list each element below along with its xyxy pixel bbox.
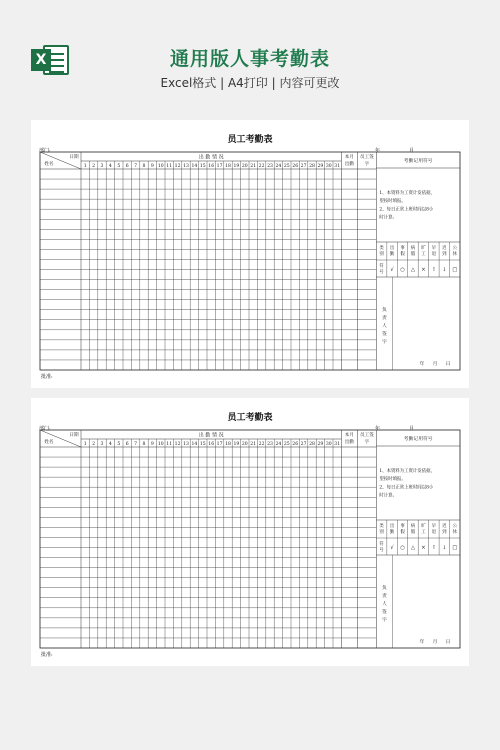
day-number: 9 <box>150 164 154 169</box>
sheet-title: 员工考勤表 <box>227 135 273 145</box>
day-number: 21 <box>250 164 257 169</box>
day-number: 23 <box>267 442 273 447</box>
day-number: 22 <box>258 164 265 169</box>
symbol-type-label: 休 <box>452 530 457 535</box>
symbol-row-label: 符 <box>379 264 384 269</box>
day-number: 7 <box>134 442 138 447</box>
month-label: 月 <box>409 148 415 154</box>
page-header <box>0 0 500 112</box>
year-label: 年 <box>375 148 381 154</box>
supervisor-label: 字 <box>381 340 387 345</box>
day-number: 27 <box>300 164 307 169</box>
supervisor-label: 责 <box>381 594 387 599</box>
symbol-type-label: 工 <box>421 252 426 257</box>
symbol-glyph: △ <box>410 267 415 273</box>
day-number: 28 <box>309 164 315 169</box>
category-row-label: 类 <box>379 246 384 251</box>
year-label: 年 <box>375 426 381 432</box>
supervisor-label: 签 <box>381 332 387 337</box>
supervisor-label: 人 <box>381 602 387 607</box>
day-number: 24 <box>275 164 282 169</box>
day-number: 12 <box>174 442 181 447</box>
signature-label: 字 <box>364 162 370 167</box>
attendance-header: 出 勤 情 况 <box>198 154 224 161</box>
symbol-type-label: 假 <box>400 252 405 257</box>
symbol-type-label: 假 <box>410 530 416 535</box>
symbol-type-label: 勤 <box>389 530 395 535</box>
date-footer: 年 <box>419 362 425 367</box>
symbol-type-label: 勤 <box>389 252 395 257</box>
symbol-type-label: 退 <box>431 530 437 535</box>
day-number: 17 <box>216 442 223 447</box>
day-number: 3 <box>100 442 104 447</box>
symbol-glyph: × <box>421 267 426 273</box>
symbol-glyph: ↓ <box>442 267 447 273</box>
sheet-title: 员工考勤表 <box>227 413 273 423</box>
symbol-type-label: 到 <box>442 252 447 257</box>
legend-note: 望按时填报。 <box>379 199 406 205</box>
symbol-type-label: 工 <box>421 530 426 535</box>
legend-note: 1、本资料为工资计发依据， <box>379 469 435 474</box>
attendance-grid <box>31 398 469 666</box>
attendance-grid <box>31 120 469 388</box>
date-footer: 日 <box>445 640 451 645</box>
day-number: 4 <box>108 442 112 447</box>
date-header: 日期 <box>69 433 79 438</box>
symbol-type-label: 公 <box>452 246 457 251</box>
attendance-sheet-preview-2 <box>31 398 469 666</box>
legend-title: 考勤记用符号 <box>403 437 433 442</box>
supervisor-label: 签 <box>381 610 387 615</box>
supervisor-label: 人 <box>381 324 387 329</box>
page-subtitle: Excel格式 | A4打印 | 内容可更改 <box>160 76 340 90</box>
day-number: 31 <box>334 442 341 447</box>
day-number: 11 <box>166 442 173 447</box>
symbol-type-label: 事 <box>400 246 405 251</box>
symbol-type-label: 出 <box>389 246 395 251</box>
day-number: 8 <box>142 442 146 447</box>
day-number: 16 <box>208 442 215 447</box>
legend-note: 2、每日正常上班时间以8小 <box>379 207 434 213</box>
dept-label: 部门: <box>39 148 51 154</box>
day-number: 6 <box>125 164 129 169</box>
attendance-sheet-preview-1 <box>31 120 469 388</box>
symbol-type-label: 旷 <box>421 246 426 251</box>
day-number: 13 <box>183 164 189 169</box>
day-number: 30 <box>325 442 332 447</box>
day-number: 26 <box>292 164 299 169</box>
month-attend-label: 出勤 <box>344 440 355 445</box>
day-number: 10 <box>157 442 164 447</box>
day-number: 13 <box>183 442 189 447</box>
symbol-type-label: 迟 <box>442 524 447 529</box>
supervisor-label: 负 <box>381 308 387 313</box>
day-number: 1 <box>83 442 87 447</box>
symbol-glyph: ↑ <box>431 545 437 551</box>
day-number: 1 <box>83 164 87 169</box>
day-number: 9 <box>150 442 154 447</box>
day-number: 15 <box>199 164 206 169</box>
legend-note: 时计算。 <box>379 215 397 221</box>
day-number: 19 <box>233 164 240 169</box>
symbol-glyph: □ <box>452 267 458 273</box>
day-number: 2 <box>92 164 96 169</box>
legend-note: 望按时填报。 <box>379 477 406 483</box>
day-number: 6 <box>125 442 129 447</box>
day-number: 11 <box>166 164 173 169</box>
symbol-type-label: 事 <box>400 524 405 529</box>
approve-label: 批准: <box>41 374 53 380</box>
day-number: 24 <box>275 442 282 447</box>
symbol-type-label: 迟 <box>442 246 447 251</box>
day-number: 29 <box>317 164 324 169</box>
day-number: 23 <box>267 164 273 169</box>
symbol-type-label: 退 <box>431 252 437 257</box>
supervisor-label: 负 <box>381 586 387 591</box>
symbol-glyph: × <box>421 545 426 551</box>
category-row-label: 类 <box>379 524 384 529</box>
symbol-type-label: 假 <box>410 252 416 257</box>
day-number: 2 <box>92 442 96 447</box>
signature-label: 员工签 <box>360 433 374 438</box>
symbol-glyph: √ <box>390 545 394 551</box>
dept-label: 部门: <box>39 426 51 432</box>
table-border <box>40 152 460 370</box>
symbol-type-label: 公 <box>452 524 457 529</box>
attendance-header: 出 勤 情 况 <box>198 432 224 439</box>
day-number: 31 <box>334 164 341 169</box>
day-number: 10 <box>157 164 164 169</box>
date-footer: 日 <box>445 362 451 367</box>
day-number: 21 <box>250 442 257 447</box>
legend-note: 2、每日正常上班时间以8小 <box>379 485 434 491</box>
day-number: 20 <box>241 442 248 447</box>
supervisor-label: 责 <box>381 316 387 321</box>
day-number: 16 <box>208 164 215 169</box>
day-number: 12 <box>174 164 181 169</box>
day-number: 28 <box>309 442 315 447</box>
day-number: 18 <box>225 442 231 447</box>
date-footer: 年 <box>419 640 425 645</box>
symbol-glyph: √ <box>390 267 394 273</box>
symbol-glyph: △ <box>410 545 415 551</box>
day-number: 25 <box>283 442 290 447</box>
date-footer: 月 <box>432 640 438 645</box>
month-attend-label: 本月 <box>344 433 355 438</box>
day-number: 18 <box>225 164 231 169</box>
signature-label: 员工签 <box>360 155 374 160</box>
excel-logo-letter: X <box>31 49 51 71</box>
category-row-label: 别 <box>379 530 384 535</box>
page-title: 通用版人事考勤表 <box>169 48 330 70</box>
symbol-type-label: 旷 <box>421 524 426 529</box>
symbol-type-label: 出 <box>389 524 395 529</box>
date-footer: 月 <box>432 362 438 367</box>
supervisor-label: 字 <box>381 618 387 623</box>
symbol-type-label: 休 <box>452 252 457 257</box>
month-attend-label: 本月 <box>344 155 355 160</box>
symbol-type-label: 假 <box>400 530 405 535</box>
symbol-row-label: 号 <box>379 270 384 275</box>
signature-label: 字 <box>364 440 370 445</box>
category-row-label: 别 <box>379 252 384 257</box>
day-number: 7 <box>134 164 138 169</box>
symbol-type-label: 早 <box>431 246 437 251</box>
name-header: 姓名 <box>44 162 54 167</box>
day-number: 14 <box>191 164 198 169</box>
day-number: 20 <box>241 164 248 169</box>
approve-label: 批准: <box>41 652 53 658</box>
legend-note: 时计算。 <box>379 493 397 499</box>
day-number: 29 <box>317 442 324 447</box>
symbol-type-label: 病 <box>410 524 416 529</box>
name-header: 姓名 <box>44 440 54 445</box>
symbol-glyph: ↑ <box>431 267 437 273</box>
symbol-glyph: ○ <box>400 545 405 551</box>
table-border <box>40 430 460 648</box>
day-number: 17 <box>216 164 223 169</box>
day-number: 5 <box>117 164 121 169</box>
day-number: 27 <box>300 442 307 447</box>
month-attend-label: 出勤 <box>344 162 355 167</box>
day-number: 19 <box>233 442 240 447</box>
symbol-row-label: 号 <box>379 548 384 553</box>
day-number: 8 <box>142 164 146 169</box>
symbol-glyph: ↓ <box>442 545 447 551</box>
day-number: 14 <box>191 442 198 447</box>
symbol-type-label: 早 <box>431 524 437 529</box>
legend-note: 1、本资料为工资计发依据， <box>379 191 435 196</box>
symbol-type-label: 病 <box>410 246 416 251</box>
day-number: 4 <box>108 164 112 169</box>
day-number: 26 <box>292 442 299 447</box>
day-number: 22 <box>258 442 265 447</box>
month-label: 月 <box>409 426 415 432</box>
day-number: 15 <box>199 442 206 447</box>
day-number: 25 <box>283 164 290 169</box>
legend-title: 考勤记用符号 <box>403 159 433 164</box>
symbol-glyph: □ <box>452 545 458 551</box>
day-number: 3 <box>100 164 104 169</box>
symbol-type-label: 到 <box>442 530 447 535</box>
day-number: 5 <box>117 442 121 447</box>
day-number: 30 <box>325 164 332 169</box>
symbol-row-label: 符 <box>379 542 384 547</box>
date-header: 日期 <box>69 155 79 160</box>
symbol-glyph: ○ <box>400 267 405 273</box>
